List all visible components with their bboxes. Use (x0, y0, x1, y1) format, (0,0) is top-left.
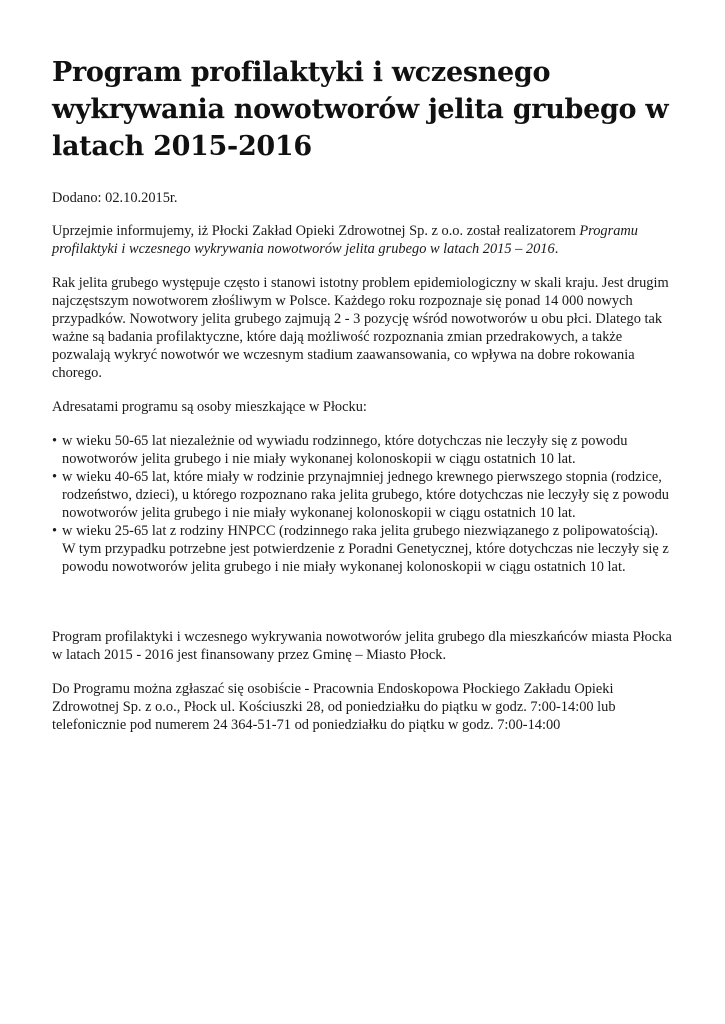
bullet-icon: • (52, 469, 58, 485)
intro-paragraph (52, 222, 674, 258)
page-title: Program profilaktyki i wczesnego wykrywania nowotworów jelita grubego w latach 2015-2016 (52, 57, 669, 162)
funding-paragraph: Program profilaktyki i wczesnego wykrywania nowotworów jelita grubego dla mieszkańców miasta Płocka w latach 2015 - 2016 jest finansowany przez Gminę – Miasto Płock. (52, 629, 672, 663)
addressees-intro: Adresatami programu są osoby mieszkające w Płocku: (52, 399, 367, 415)
program-name: Programu profilaktyki i wczesnego wykrywania nowotworów jelita grubego w latach 2015 – 2016 (52, 223, 639, 257)
addressees-list (52, 432, 674, 576)
intro-suffix: . (554, 241, 559, 257)
list-item (52, 522, 674, 576)
spacer (52, 576, 674, 628)
cancer-info-paragraph: Rak jelita grubego występuje często i stanowi istotny problem epidemiologiczny w skali kraju. Jest drugim najczęstszym nowotworem złośliwym w Polsce. Każdego roku rozpoznaje się ponad 14 000 nowych przypadków. Nowotwory jelita grubego zajmują 2 - 3 pozycję wśród nowotworów u obu płci. Dlatego tak ważne są badania profilaktyczne, które dają możliwość rozpoznania zmian przedrakowych, a także pozwalają wykryć nowotwór we wczesnym stadium zaawansowania, co wpływa na dobre rokowania chorego. (52, 275, 669, 381)
bullet-icon: • (52, 523, 58, 539)
bullet-icon: • (52, 433, 58, 449)
article (52, 54, 674, 750)
list-item-text: w wieku 50-65 lat niezależnie od wywiadu rodzinnego, które dotychczas nie leczyły się z powodu nowotworów jelita grubego i nie miały wykonanej kolonoskopii w ciągu ostatnich 10 lat. (62, 433, 628, 467)
registration-paragraph: Do Programu można zgłaszać się osobiście - Pracownia Endoskopowa Płockiego Zakładu Opieki Zdrowotnej Sp. z o.o., Płock ul. Kościuszki 28, od poniedziałku do piątku w godz. 7:00-14:00 lub telefonicznie pod numerem 24 364-51-71 od poniedziałku do piątku w godz. 7:00-14:00 (52, 681, 616, 733)
list-item (52, 468, 674, 522)
list-item-text: w wieku 25-65 lat z rodziny HNPCC (rodzinnego raka jelita grubego niezwiązanego z polipowatością). W tym przypadku potrzebne jest potwierdzenie z Poradni Genetycznej, które dotychczas nie leczyły się z powodu nowotworów jelita grubego i nie miały wykonanej kolonoskopii w ciągu ostatnich 10 lat. (62, 523, 669, 575)
intro-text: Uprzejmie informujemy, iż Płocki Zakład Opieki Zdrowotnej Sp. z o.o. został realizatorem (52, 223, 580, 239)
list-item (52, 432, 674, 468)
list-item-text: w wieku 40-65 lat, które miały w rodzinie przynajmniej jednego krewnego pierwszego stopnia (rodzice, rodzeństwo, dzieci), u którego rozpoznano raka jelita grubego, które dotychczas nie leczyły się z powodu nowotworów jelita grubego i nie miały wykonanej kolonoskopii w ciągu ostatnich 10 lat. (62, 469, 669, 521)
date-added: Dodano: 02.10.2015r. (52, 190, 178, 206)
